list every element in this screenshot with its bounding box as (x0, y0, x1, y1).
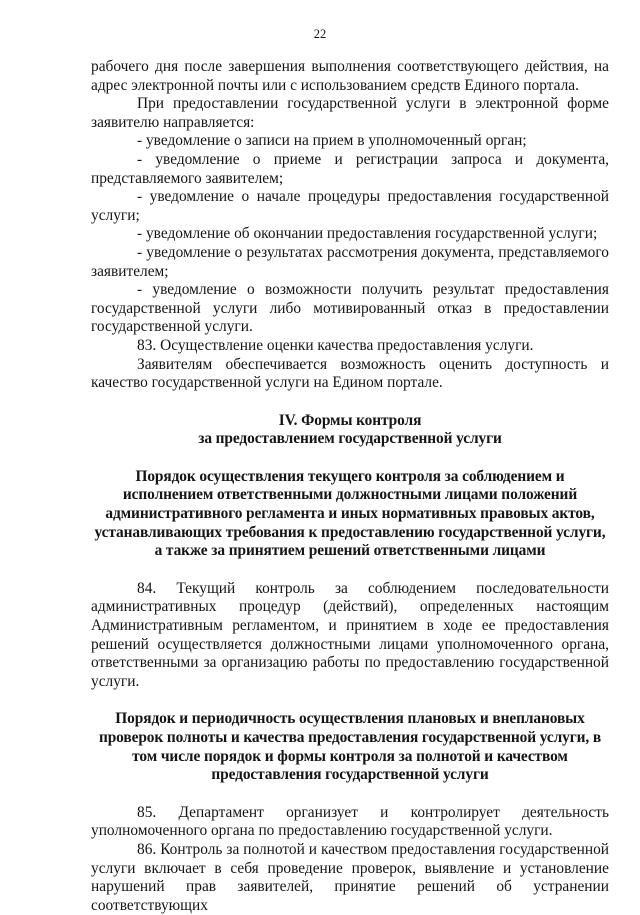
notification-item: - уведомление о возможности получить результат предоставления государственной услуги либо мотивированный отказ в предоставлении государственной услуги. (91, 281, 609, 336)
notification-item: - уведомление об окончании предоставления государственной услуги; (137, 225, 598, 243)
paragraph-86: 86. Контроль за полнотой и качеством предоставления государственной услуги включает в себя проведение проверок, выявление и установление нарушений прав заявителей, принятие решений об устранении соответствующих (91, 840, 609, 914)
paragraph-electronic-form: При предоставлении государственной услуги в электронной форме заявителю направляется: (91, 95, 609, 131)
paragraph-84: 84. Текущий контроль за соблюдением последовательности административных процедур (действий), определенных настоящим Административным регламентом, и принятием в ходе ее предоставления решений осуществляется должностными лицами уполномоченного органа, ответственными за организацию работы по предоставлению государственной услуги. (91, 579, 609, 690)
paragraph-continuation: рабочего дня после завершения выполнения соответствующего действия, на адрес электронной почты или с использованием средств Единого портала. (91, 58, 609, 94)
document-body (91, 58, 609, 915)
notification-item: - уведомление о результатах рассмотрения документа, представляемого заявителем; (91, 243, 609, 280)
paragraph-83: 83. Осуществление оценки качества предоставления услуги. (137, 336, 534, 354)
paragraph-83-text: Заявителям обеспечивается возможность оценить доступность и качество государственной услуги на Едином портале. (91, 355, 609, 392)
notification-item: - уведомление о записи на прием в уполномоченный орган; (137, 132, 527, 150)
notification-item: - уведомление о приеме и регистрации запроса и документа, представляемого заявителем; (91, 150, 609, 187)
subheading-inspections: Порядок и периодичность осуществления плановых и внеплановых проверок полноты и качества предоставления государственной услуги, в том числе порядок и формы контроля за полнотой и качеством предоставления государственной услуги (98, 710, 602, 784)
notification-item: - уведомление о начале процедуры предоставления государственной услуги; (91, 188, 609, 224)
page-number: 22 (313, 27, 327, 41)
section-title-line1: IV. Формы контроля (278, 411, 422, 429)
section-title-line2: за предоставлением государственной услуги (198, 430, 502, 448)
paragraph-85: 85. Департамент организует и контролирует деятельность уполномоченного органа по предоставлению государственной услуги. (91, 803, 609, 840)
section-title (91, 412, 609, 449)
subheading-current-control: Порядок осуществления текущего контроля за соблюдением и исполнением ответственными должностными лицами положений административного регламента и иных нормативных правовых актов, устанавливающих требования к предоставлению государственной услуги, а также за принятием решений ответственными лицами (94, 467, 606, 560)
